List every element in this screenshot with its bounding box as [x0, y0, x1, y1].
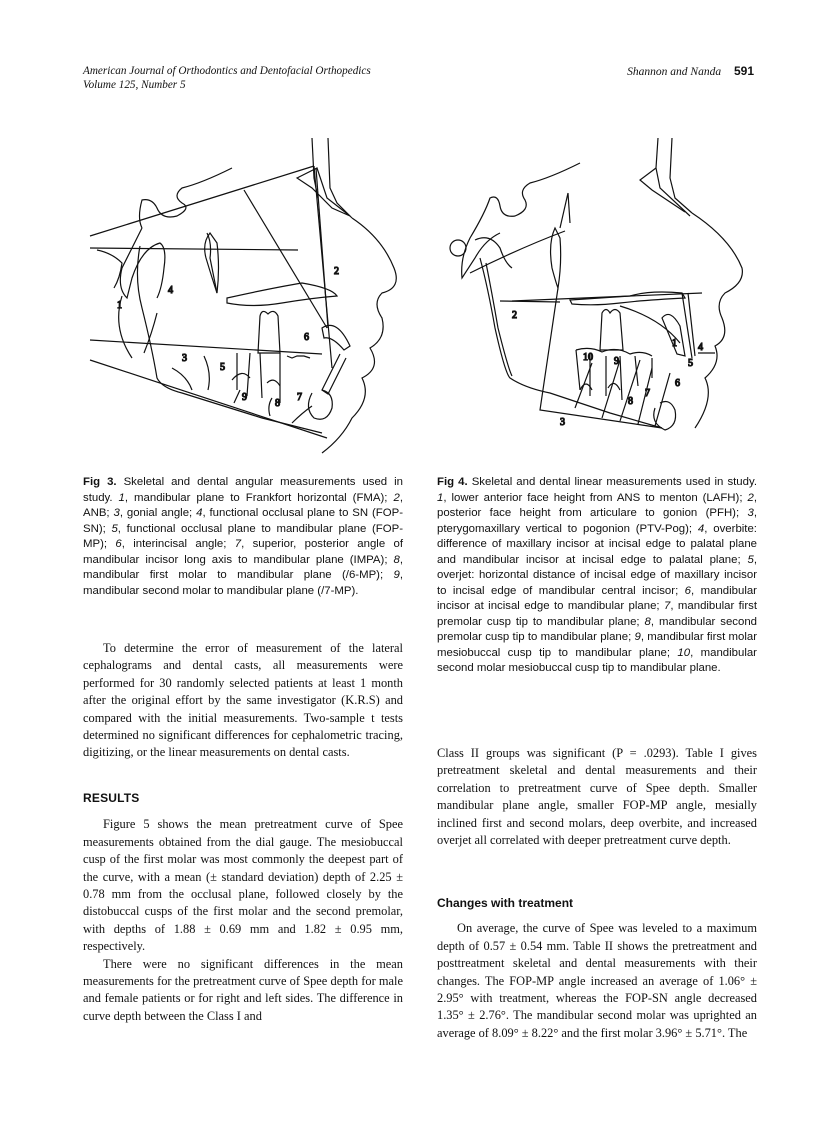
journal-volume: Volume 125, Number 5	[83, 79, 186, 91]
fig4-marker-4: 4	[698, 342, 703, 353]
fig4-item-num: 8	[644, 615, 651, 628]
fig4-marker-1: 1	[672, 338, 677, 349]
fig4-item-text: lower anterior face height from ANS to menton (LAFH);	[451, 491, 743, 504]
fig3-item-num: 7	[234, 538, 242, 550]
fig4-item-num: 7	[664, 600, 671, 612]
fig4-item-text: overjet: horizontal distance of incisal edge of maxillary incisor to incisal edge of mandibular central incisor;	[437, 569, 757, 597]
fig4-item-text: mandibular first molar mesiobuccal cusp tip to mandibular plane;	[437, 631, 757, 659]
fig3-item-text: gonial angle;	[126, 507, 193, 519]
fig3-item-text: mandibular plane to Frankfort horizontal (FMA);	[134, 491, 388, 504]
fig4-marker-2: 2	[512, 310, 517, 321]
fig3-marker-9: 9	[242, 392, 247, 403]
fig3-marker-4: 4	[168, 285, 173, 296]
fig3-item-num: 8	[393, 553, 400, 566]
fig4-item-num: 6	[684, 584, 692, 597]
fig3-item-num: 1	[118, 491, 125, 504]
fig3-marker-3: 3	[182, 353, 187, 364]
fig3-item-text: mandibular first molar to mandibular plane (/6-MP);	[83, 569, 384, 581]
fig4-item-text: pterygomaxillary vertical to pogonion (PTV-Pog);	[437, 522, 693, 535]
fig4-marker-6: 6	[675, 378, 680, 389]
fig4-marker-7: 7	[645, 388, 650, 399]
fig3-caption-intro: Skeletal and dental angular measurements used in study.	[83, 476, 403, 504]
fig3-item-num: 2	[393, 491, 400, 504]
fig4-label: Fig 4.	[437, 476, 468, 488]
left-column-results	[83, 790, 403, 1025]
fig4-item-text: mandibular incisor at incisal edge to mandibular plane;	[437, 584, 757, 612]
paragraph-results-1: Figure 5 shows the mean pretreatment curve of Spee measurements obtained from the dial gauge. The mesiobuccal cusp of the first molar was most commonly the deepest part of the curve, with a mean (± standard deviation) depth of 2.25 ± 0.78 mm from the occlusal plane, followed closely by the distobuccal cusps of the first molar and the second premolar, with depths of 1.88 ± 0.69 mm and 1.82 ± 0.95 mm, respectively.	[83, 817, 403, 954]
fig3-marker-8: 8	[275, 398, 280, 409]
fig4-item-text: overbite: difference of maxillary incisor at incisal edge to palatal plane and mandibular incisor at incisal edge to palatal plane;	[437, 522, 757, 566]
running-header-right	[627, 64, 754, 78]
fig3-item-num: 4	[196, 507, 203, 519]
fig4-marker-9: 9	[614, 356, 619, 367]
fig3-item-num: 6	[115, 538, 122, 550]
fig4-item-num: 5	[747, 553, 754, 566]
left-column-error-paragraph	[83, 640, 403, 762]
fig4-marker-3: 3	[560, 417, 565, 428]
fig4-item-num: 9	[634, 631, 641, 643]
paragraph-error-measurement: To determine the error of measurement of the lateral cephalograms and dental casts, all measurements were performed for 30 randomly selected patients at least 1 month after the original effort by the same investigator (K.R.S) and compared with the initial measurements. Two-sample t tests determined no significant differences for cephalometric tracing, digitizing, or the linear measurements on dental casts.	[83, 641, 403, 760]
fig3-drawing	[82, 128, 412, 458]
fig3-item-num: 9	[393, 569, 400, 581]
paragraph-results-2: There were no significant differences in the mean measurements for the pretreatment curve of Spee depth for male and female patients or for right and left sides. The difference in curve depth between the Class I and	[83, 956, 403, 1023]
fig3-item-text: mandibular second molar to mandibular plane (/7-MP).	[83, 584, 359, 597]
fig4-item-num: 1	[437, 491, 444, 504]
paragraph-changes-with-treatment: On average, the curve of Spee was leveled to a maximum depth of 0.57 ± 0.54 mm. Table II shows the pretreatment and posttreatment skeletal and dental measurements with their changes. The FOP-MP angle increased an average of 1.06° ± 2.95° with treatment, whereas the FOP-SN angle decreased 1.35° ± 2.76°. The mandibular second molar was uprighted an average of 8.09° ± 8.22° and the first molar 3.96° ± 5.71°. The	[437, 921, 757, 1040]
fig3-marker-6: 6	[304, 332, 309, 343]
figure-3-cephalometric-tracing	[82, 128, 412, 458]
subsection-heading-changes: Changes with treatment	[437, 896, 574, 910]
running-header-authors: Shannon and Nanda	[627, 66, 722, 78]
fig3-item-text: functional occlusal plane to mandibular plane (FOP-MP);	[83, 522, 403, 550]
fig3-item-text: interincisal angle;	[133, 538, 227, 550]
fig3-marker-5: 5	[220, 362, 225, 373]
fig4-item-num: 10	[677, 646, 691, 659]
section-heading-results: RESULTS	[83, 791, 140, 805]
fig4-drawing	[430, 128, 770, 438]
fig4-item-text: posterior face height from articulare to gonion (PFH);	[437, 507, 740, 519]
fig4-marker-10: 10	[583, 352, 593, 363]
fig3-label: Fig 3.	[83, 476, 117, 488]
fig3-item-text: ANB;	[83, 507, 110, 519]
fig4-caption-intro: Skeletal and dental linear measurements used in study.	[471, 476, 757, 488]
fig4-marker-8: 8	[628, 396, 633, 407]
page-number: 591	[733, 64, 754, 78]
fig4-item-text: mandibular second molar mesiobuccal cusp tip to mandibular plane.	[437, 646, 757, 674]
fig3-marker-2: 2	[334, 266, 339, 277]
right-column-changes	[437, 895, 757, 1042]
fig4-item-num: 2	[747, 491, 754, 504]
paragraph-results-2-continued: Class II groups was significant (P = .0293). Table I gives pretreatment skeletal and dental measurements and their correlation to pretreatment curve of Spee depth. Smaller mandibular plane angle, smaller FOP-MP angle, mesially inclined first and second molars, deep overbite, and increased overjet all correlated with deeper pretreatment curve depth.	[437, 746, 757, 848]
fig3-marker-1: 1	[117, 300, 122, 311]
running-header-journal	[83, 64, 371, 92]
fig3-item-text: functional occlusal plane to SN (FOP-SN);	[83, 507, 403, 535]
fig3-item-num: 5	[111, 522, 118, 535]
figure-4-caption: Fig 4. Skeletal and dental linear measurements used in study. 1, lower anterior face height from ANS to menton (LAFH); 2, posterior face height from articulare to gonion (PFH); 3, pterygomaxillary vertical to pogonion (PTV-Pog); 4, overbite: difference of maxillary incisor at incisal edge to palatal plane and mandibular incisor at incisal edge to palatal plane; 5, overjet: horizontal distance of incisal edge of maxillary incisor to incisal edge of mandibular central incisor; 6, mandibular incisor at incisal edge to mandibular plane; 7, mandibular first premolar cusp tip to mandibular plane; 8, mandibular second premolar cusp tip to mandibular plane; 9, mandibular first molar mesiobuccal cusp tip to mandibular plane; 10, mandibular second molar mesiobuccal cusp tip to mandibular plane.	[437, 476, 758, 674]
fig3-item-num: 3	[113, 507, 120, 519]
figure-3-caption: Fig 3. Skeletal and dental angular measurements used in study. 1, mandibular plane to Frankfort horizontal (FMA); 2, ANB; 3, gonial angle; 4, functional occlusal plane to SN (FOP-SN); 5, functional occlusal plane to mandibular plane (FOP-MP); 6, interincisal angle; 7, superior, posterior angle of mandibular incisor long axis to mandibular plane (IMPA); 8, mandibular first molar to mandibular plane (/6-MP); 9, mandibular second molar to mandibular plane (/7-MP).	[83, 476, 403, 597]
figure-4-cephalometric-tracing	[430, 128, 770, 438]
journal-title: American Journal of Orthodontics and Dentofacial Orthopedics	[83, 65, 371, 77]
fig4-item-text: mandibular first premolar cusp tip to mandibular plane;	[437, 600, 757, 628]
fig4-item-text: mandibular second premolar cusp tip to mandibular plane;	[437, 615, 757, 643]
right-column-results-continued	[437, 745, 757, 849]
fig4-marker-5: 5	[688, 358, 693, 369]
fig3-item-text: superior, posterior angle of mandibular incisor long axis to mandibular plane (IMPA);	[83, 538, 403, 566]
fig4-item-num: 3	[747, 507, 754, 519]
fig3-marker-7: 7	[297, 392, 302, 403]
fig4-item-num: 4	[697, 522, 705, 535]
